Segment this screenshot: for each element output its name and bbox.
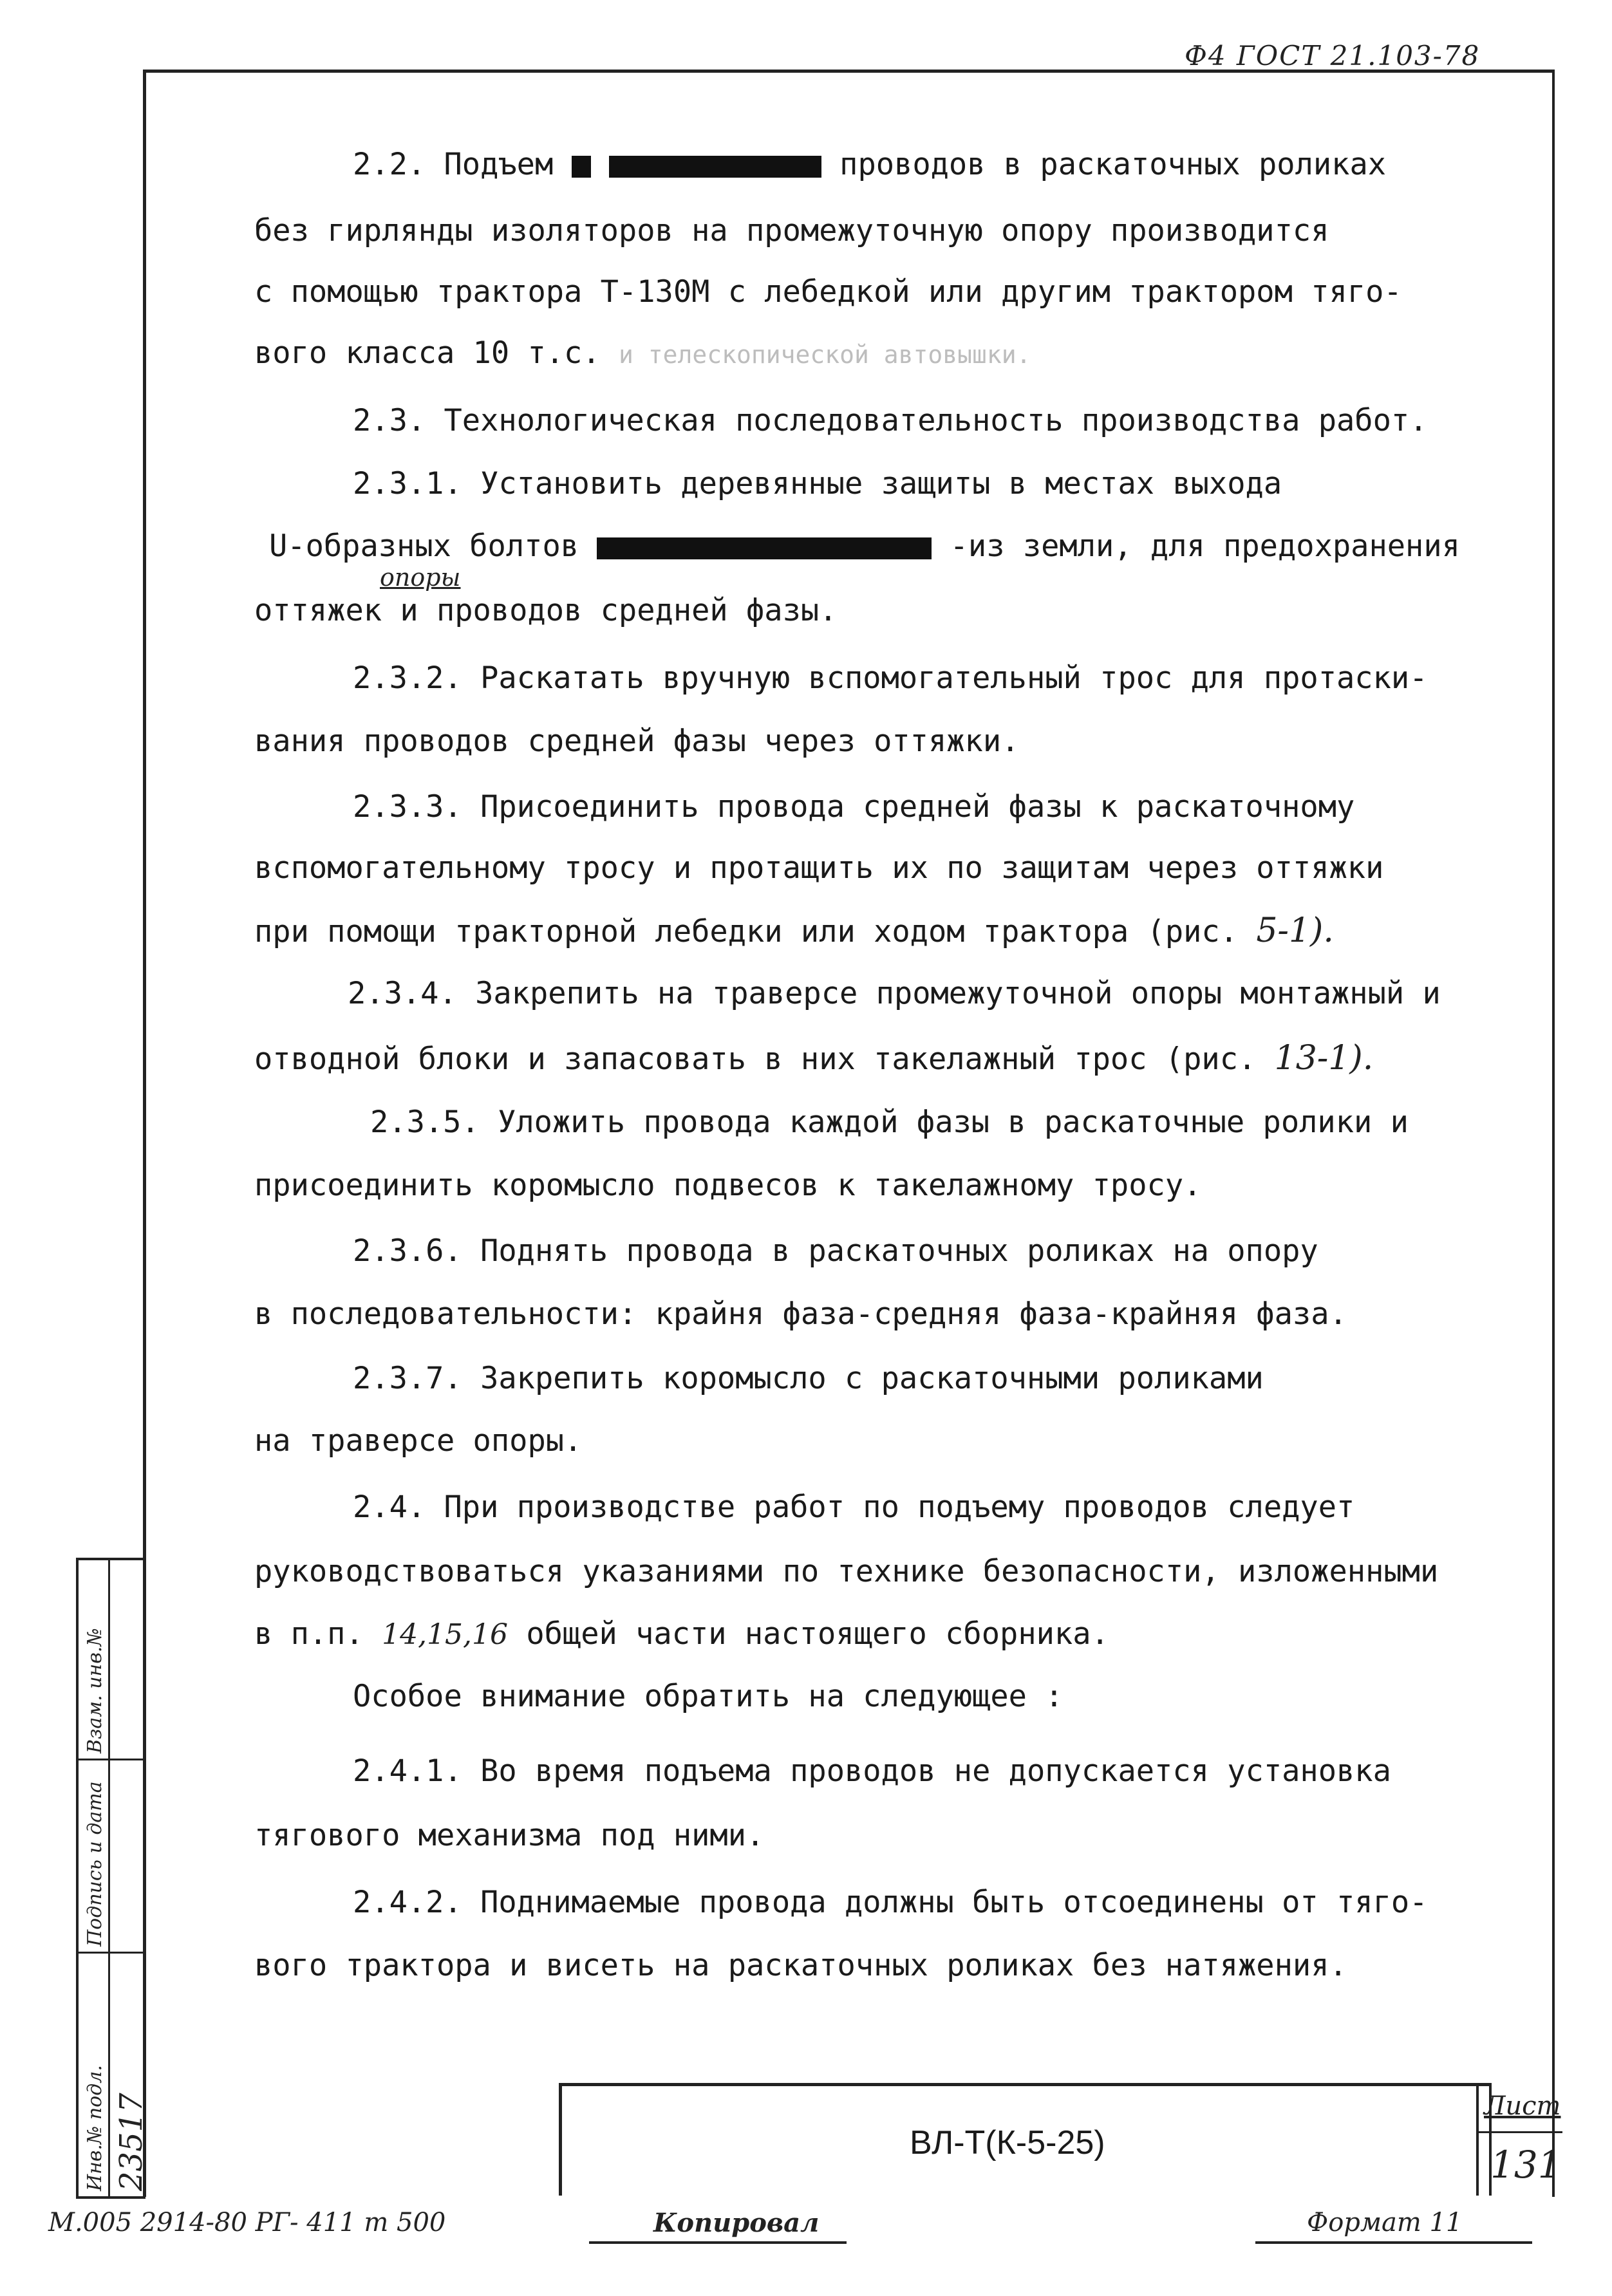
- sheet-cell: [1476, 2086, 1562, 2196]
- signature-date-label: Подпись и дата: [84, 1781, 106, 1946]
- footer-order-number: М.005 2914-80 РГ- 411 т 500: [48, 2208, 446, 2237]
- text-line: 2.3.4. Закрепить на траверсе промежуточной опоры монтажный и: [348, 976, 1441, 1011]
- sheet-number: 131: [1490, 2143, 1562, 2187]
- text-line: 2.3.2. Раскатать вручную вспомогательный трос для протаски-: [353, 660, 1428, 696]
- text-line: Особое внимание обратить на следующее :: [353, 1679, 1064, 1714]
- text-line: U-образных болтов -из земли, для предохранения: [269, 528, 1460, 564]
- text-line: 2.3.5. Уложить провода каждой фазы в раскаточные ролики и: [370, 1105, 1409, 1140]
- text-line: 2.3.7. Закрепить коромысло с раскаточными роликами: [353, 1361, 1264, 1396]
- handwritten-insertion: опоры: [380, 563, 461, 592]
- text-line: без гирлянды изоляторов на промежуточную опору производится: [254, 213, 1329, 248]
- text-line: руководствоваться указаниями по технике безопасности, изложенными: [254, 1554, 1439, 1589]
- section-heading-2-3: 2.3. Технологическая последовательность производства работ.: [353, 403, 1428, 438]
- footer-rule: [1255, 2241, 1532, 2244]
- text-line: на траверсе опоры.: [254, 1423, 583, 1459]
- footer-copied-by: Копировал: [653, 2208, 820, 2238]
- document-code-header: Ф4 ГОСТ 21.103-78: [1185, 40, 1481, 71]
- redaction: [609, 156, 821, 178]
- inventory-number: 23517: [113, 2093, 149, 2191]
- footer-rule: [589, 2241, 847, 2244]
- text-line: вого класса 10 т.с. и телескопической автовышки.: [254, 335, 1031, 371]
- sheet-label: Лист: [1484, 2091, 1561, 2121]
- text-line: в последовательности: крайня фаза-средняя фаза-крайняя фаза.: [254, 1296, 1347, 1332]
- text-line: тягового механизма под ними.: [254, 1818, 765, 1853]
- redaction: [597, 537, 932, 559]
- replace-inv-label: Взам. инв.№: [84, 1628, 106, 1753]
- text-line: вспомогательному тросу и протащить их по защитам через оттяжки: [254, 850, 1384, 886]
- text-line: с помощью трактора Т-130М с лебедкой или другим трактором тяго-: [254, 274, 1402, 310]
- side-stamp: [76, 1558, 149, 2199]
- section-heading-2-4: 2.4. При производстве работ по подъему проводов следует: [353, 1489, 1355, 1525]
- handwritten-figure-ref: 13-1).: [1274, 1039, 1374, 1078]
- text-line: оттяжек и проводов средней фазы.: [254, 593, 838, 628]
- text-line: 2.3.6. Поднять провода в раскаточных роликах на опору: [353, 1233, 1318, 1269]
- text-line: 2.3.3. Присоединить провода средней фазы к раскаточному: [353, 789, 1355, 825]
- footer-format: Формат 11: [1307, 2208, 1463, 2237]
- handwritten-clause-ref: 14,15,16: [382, 1618, 509, 1651]
- document-designation: ВЛ-Т(К-5-25): [910, 2124, 1105, 2161]
- divider: [79, 1952, 145, 1954]
- text-line: вого трактора и висеть на раскаточных роликах без натяжения.: [254, 1948, 1347, 1983]
- faded-text: и телескопической автовышки.: [618, 341, 1031, 369]
- divider: [1479, 2131, 1562, 2133]
- redaction: [572, 156, 591, 178]
- text-line: при помощи тракторной лебедки или ходом трактора (рис. 5-1).: [254, 911, 1334, 950]
- text-line: отводной блоки и запасовать в них такелажный трос (рис. 13-1).: [254, 1039, 1374, 1078]
- text-line: присоединить коромысло подвесов к такелажному тросу.: [254, 1168, 1202, 1203]
- inventory-label: Инв.№ подл.: [84, 2065, 106, 2191]
- handwritten-figure-ref: 5-1).: [1256, 911, 1334, 950]
- text-line: вания проводов средней фазы через оттяжки.: [254, 723, 1020, 759]
- text-line: 2.3.1. Установить деревянные защиты в местах выхода: [353, 466, 1282, 501]
- title-block: [559, 2083, 1562, 2196]
- line-2-2: 2.2. Подъем проводов в раскаточных роликах: [353, 147, 1387, 182]
- text-line: 2.4.2. Поднимаемые провода должны быть отсоединены от тяго-: [353, 1885, 1428, 1920]
- text-line: в п.п. 14,15,16 общей части настоящего сборника.: [254, 1616, 1109, 1652]
- text-line: 2.4.1. Во время подъема проводов не допускается установка: [353, 1753, 1391, 1789]
